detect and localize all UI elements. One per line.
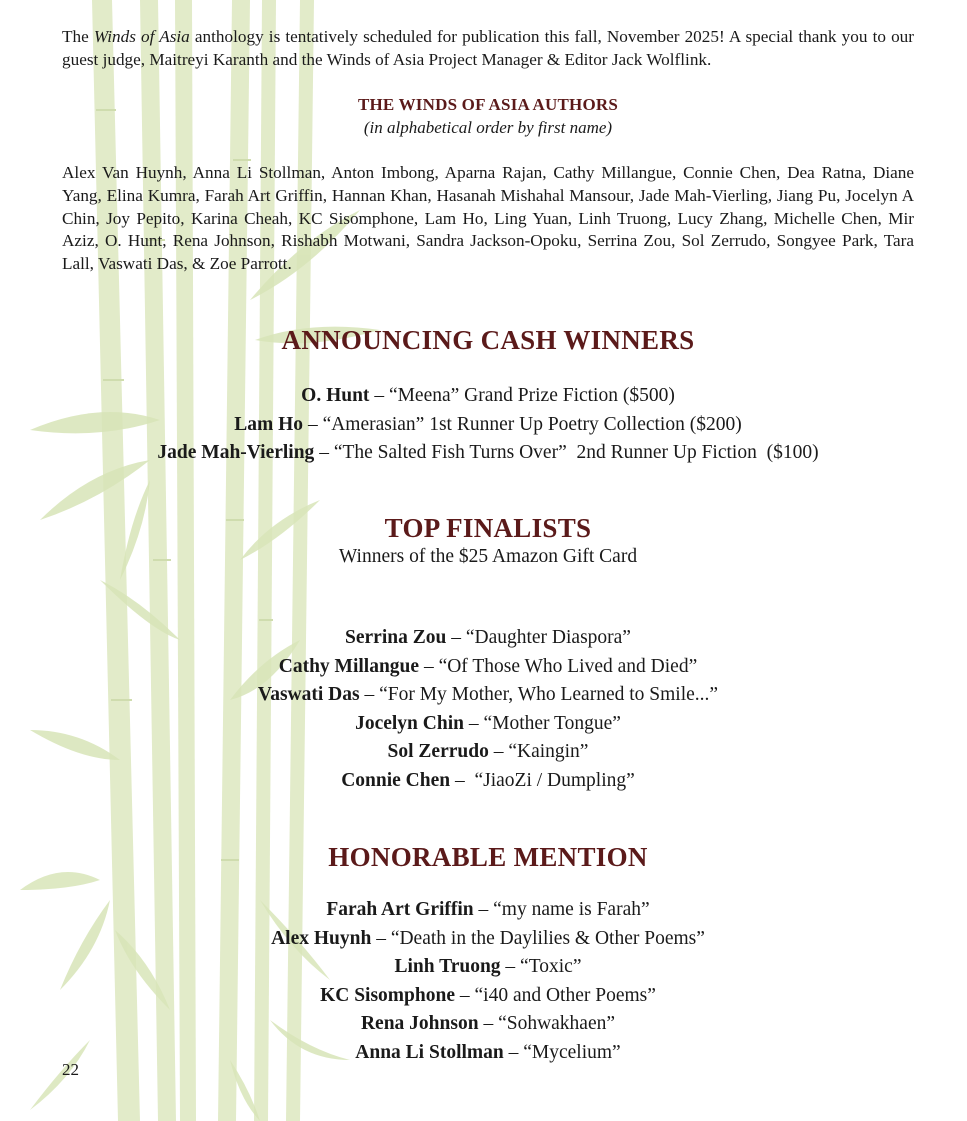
honoree-detail: – “my name is Farah” (473, 899, 650, 920)
bamboo-leaf (20, 872, 100, 890)
list-item (62, 982, 914, 1011)
winner-detail: – “Amerasian” 1st Runner Up Poetry Collection ($200) (303, 413, 742, 435)
winner-name: Jade Mah-Vierling (157, 442, 315, 463)
honoree-name: Alex Huynh (271, 927, 372, 949)
list-item (62, 653, 914, 682)
finalist-detail: – “JiaoZi / Dumpling” (450, 769, 635, 791)
winner-detail: – “Meena” Grand Prize Fiction ($500) (369, 385, 675, 406)
finalists-subtitle: Winners of the $25 Amazon Gift Card (338, 546, 638, 567)
list-item (62, 1010, 914, 1039)
honorable-mention-title: HONORABLE MENTION (328, 842, 648, 872)
honoree-name: Rena Johnson (360, 1013, 479, 1034)
finalist-detail: – “Mother Tongue” (463, 712, 621, 734)
intro-paragraph (62, 26, 914, 71)
authors-subheading: (in alphabetical order by first name) (363, 118, 613, 137)
honoree-detail: – “i40 and Other Poems” (455, 984, 656, 1006)
honoree-name: Anna Li Stollman (355, 1041, 504, 1063)
finalist-detail: – “For My Mother, Who Learned to Smile...” (359, 684, 719, 705)
list-item (62, 925, 914, 954)
honoree-name: Farah Art Griffin (326, 899, 474, 920)
finalist-name: Connie Chen (341, 769, 451, 791)
finalists-title: TOP FINALISTS (384, 513, 592, 543)
finalist-detail: – “Daughter Diaspora” (446, 627, 631, 648)
list-item (62, 738, 914, 767)
honoree-name: Linh Truong (394, 956, 501, 977)
finalist-name: Vaswati Das (257, 684, 360, 705)
list-item (62, 953, 914, 982)
honoree-detail: – “Toxic” (500, 956, 582, 977)
list-item (62, 1039, 914, 1068)
bamboo-leaf (40, 460, 150, 520)
intro-prefix: The (62, 27, 94, 46)
honoree-detail: – “Sohwakhaen” (478, 1013, 616, 1034)
intro-suffix: anthology is tentatively scheduled for publication this fall, November 2025! A special thank you to our guest judge, Maitreyi Karanth and the Winds of Asia Project Manager & Editor Jack Wolflink. (62, 27, 914, 69)
list-item (62, 710, 914, 739)
anthology-title: Winds of Asia (93, 27, 190, 46)
honoree-detail: – “Death in the Daylilies & Other Poems” (371, 927, 705, 949)
finalist-name: Cathy Millangue (278, 655, 420, 677)
page-number: 22 (62, 1060, 79, 1079)
finalist-name: Sol Zerrudo (387, 741, 489, 762)
list-item (62, 896, 914, 925)
finalist-name: Jocelyn Chin (355, 712, 464, 734)
list-item (62, 382, 914, 411)
finalist-detail: – “Kaingin” (488, 741, 589, 762)
finalist-name: Serrina Zou (345, 627, 447, 648)
honoree-detail: – “Mycelium” (503, 1041, 621, 1063)
list-item (62, 411, 914, 440)
list-item (62, 624, 914, 653)
list-item (62, 681, 914, 710)
list-item (62, 767, 914, 796)
finalists-list (62, 624, 914, 795)
finalist-detail: – “Of Those Who Lived and Died” (419, 655, 698, 677)
honoree-name: KC Sisomphone (320, 984, 455, 1006)
cash-winners-list (62, 382, 914, 468)
authors-heading: THE WINDS OF ASIA AUTHORS (357, 95, 619, 114)
list-item (62, 439, 914, 468)
honorable-mention-list (62, 896, 914, 1067)
winner-name: O. Hunt (301, 385, 370, 406)
winner-detail: – “The Salted Fish Turns Over” 2nd Runner Up Fiction ($100) (314, 442, 819, 463)
cash-winners-title: ANNOUNCING CASH WINNERS (281, 325, 695, 355)
winner-name: Lam Ho (234, 413, 304, 435)
authors-list: Alex Van Huynh, Anna Li Stollman, Anton Imbong, Aparna Rajan, Cathy Millangue, Connie Chen, Dea Ratna, Diane Yang, Elina Kumra, Farah Art Griffin, Hannan Khan, Hasanah Mishahal Mansour, Jade Mah-Vierling, Jiang Pu, Jocelyn A Chin, Joy Pepito, Karina Cheah, KC Sisomphone, Lam Ho, Ling Yuan, Linh Truong, Lucy Zhang, Michelle Chen, Mir Aziz, O. Hunt, Rena Johnson, Rishabh Motwani, Sandra Jackson-Opoku, Serrina Zou, Sol Zerrudo, Songyee Park, Tara Lall, Vaswati Das, & Zoe Parrott. (62, 163, 914, 274)
